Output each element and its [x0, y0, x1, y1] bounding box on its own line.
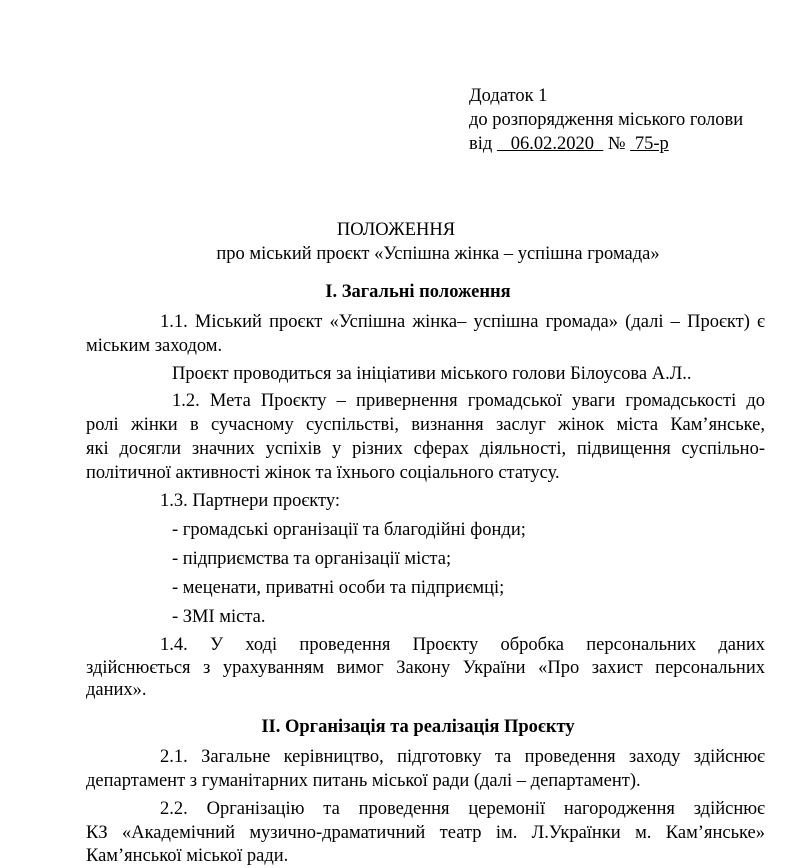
list-item: - ЗМІ міста. [172, 607, 266, 627]
paragraph-1-2-line3: які досягли значних успіхів у різних сферах діяльності, підвищення суспільно- [86, 439, 765, 459]
paragraph-2-2-line3: Кам’янської міської ради. [86, 846, 289, 866]
document-subtitle: про міський проєкт «Успішна жінка – успішна громада» [216, 244, 660, 264]
paragraph-2-1-line2: департамент з гуманітарних питань міської ради (далі – департамент). [86, 771, 641, 791]
paragraph-2-2-line1: 2.2. Організацію та проведення церемонії нагородження здійснює [160, 799, 765, 819]
annex-order-ref: до розпорядження міського голови [469, 110, 744, 130]
section-1-heading: І. Загальні положення [325, 282, 511, 302]
paragraph-1-4-line3: даних». [86, 680, 147, 700]
paragraph-1-4-line2: здійснюється з урахуванням вимог Закону України «Про захист персональних [86, 658, 765, 678]
annex-date-value: 06.02.2020 [496, 134, 604, 154]
annex-title: Додаток 1 [469, 86, 548, 106]
annex-number-sign: № [607, 134, 631, 154]
annex-number-value: 75-р [630, 134, 669, 154]
list-item: - меценати, приватні особи та підприємці; [172, 578, 505, 598]
annex-date-line [469, 132, 669, 156]
paragraph-2-1-line1: 2.1. Загальне керівництво, підготовку та проведення заходу здійснює [160, 747, 765, 767]
list-item: - підприємства та організації міста; [172, 549, 452, 569]
paragraph-1-1-initiative: Проєкт проводиться за ініціативи міського голови Білоусова А.Л.. [172, 364, 692, 384]
paragraph-1-3: 1.3. Партнери проєкту: [160, 491, 340, 511]
paragraph-1-1: 1.1. Міський проєкт «Успішна жінка– успішна громада» (далі – Проєкт) є [160, 312, 765, 332]
paragraph-1-1-cont: міським заходом. [86, 336, 223, 356]
paragraph-1-2-line1: 1.2. Мета Проєкту – привернення громадської уваги громадськості до [172, 391, 765, 411]
document-title: ПОЛОЖЕННЯ [336, 220, 456, 240]
paragraph-1-4-line1: 1.4. У ході проведення Проєкту обробка персональних даних [160, 635, 765, 655]
paragraph-2-2-line2: КЗ «Академічний музично-драматичний театр ім. Л.Українки м. Кам’янське» [86, 823, 765, 843]
list-item: - громадські організації та благодійні фонди; [172, 520, 526, 540]
section-2-heading: ІІ. Організація та реалізація Проєкту [261, 717, 575, 737]
annex-date-prefix: від [469, 134, 497, 154]
paragraph-1-2-line2: ролі жінки в сучасному суспільстві, визнання заслуг жінок міста Кам’янське, [86, 415, 765, 435]
paragraph-1-2-line4: політичної активності жінок та їхнього соціального статусу. [86, 463, 560, 483]
